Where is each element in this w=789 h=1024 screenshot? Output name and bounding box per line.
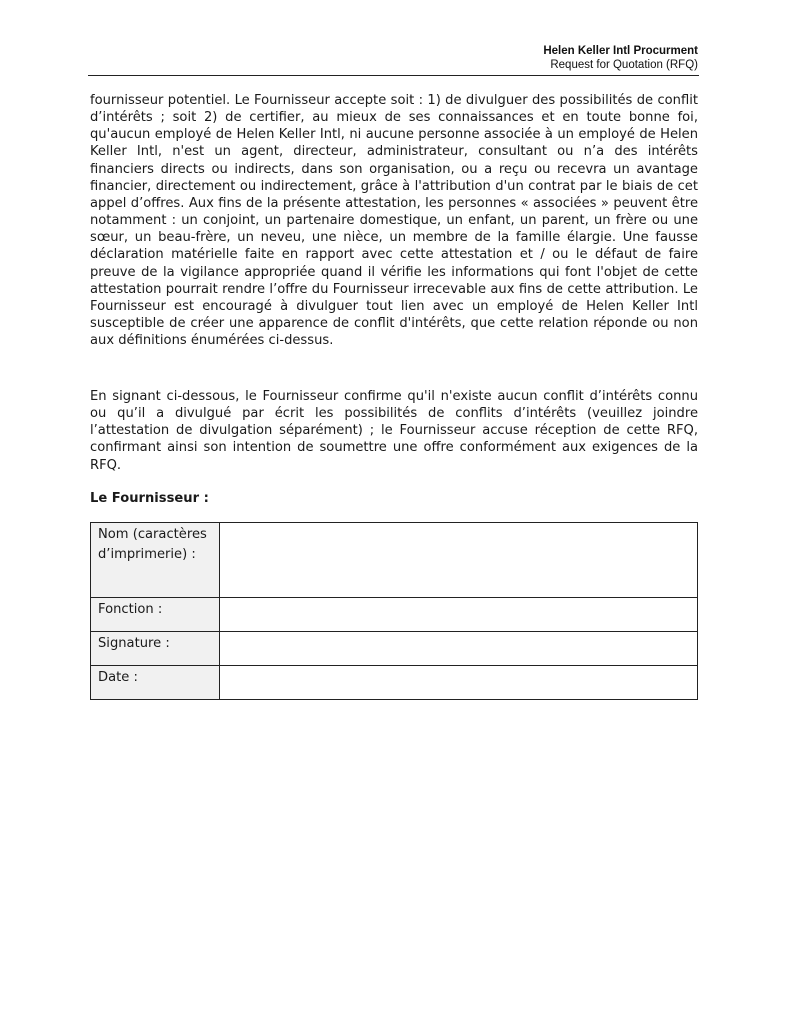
table-row-date — [91, 666, 698, 700]
name-field[interactable] — [220, 523, 698, 598]
table-row-name — [91, 523, 698, 598]
page-header — [88, 44, 698, 72]
date-label — [91, 666, 220, 700]
supplier-heading: Le Fournisseur : — [90, 491, 209, 506]
function-field[interactable] — [220, 598, 698, 632]
header-title: Helen Keller Intl Procurment — [543, 45, 698, 57]
table-row-signature — [91, 632, 698, 666]
date-label-text: Date : — [98, 670, 138, 685]
function-label-text: Fonction : — [98, 602, 163, 617]
signature-confirmation-paragraph: En signant ci-dessous, le Fournisseur confirme qu'il n'existe aucun conflit d’intérêts connu ou qu’il a divulgué par écrit les possibilités de conflits d’intérêts (veuillez joindre l’attestation de divulgation séparément) ; le Fournisseur accuse réception de cette RFQ, confirmant ainsi son intention de soumettre une offre conformément aux exigences de la RFQ. — [90, 389, 698, 473]
header-divider — [88, 75, 699, 76]
conflict-of-interest-paragraph: fournisseur potentiel. Le Fournisseur accepte soit : 1) de divulguer des possibilités de conflit d’intérêts ; soit 2) de certifier, au mieux de ses connaissances et en toute bonne foi, qu'aucun employé de Helen Keller Intl, ni aucune personne associée à un employé de Helen Keller Intl, n'est un agent, directeur, administrateur, consultant ou n’a des intérêts financiers directs ou indirects, dans son organisation, ou a reçu ou recevra un avantage financier, directement ou indirectement, grâce à l'attribution d'un contrat par le biais de cet appel d’offres. Aux fins de la présente attestation, les personnes « associées » peuvent être notamment : un conjoint, un partenaire domestique, un enfant, un parent, un frère ou une sœur, un beau-frère, un neveu, une nièce, un membre de la famille élargie. Une fausse déclaration matérielle faite en rapport avec cette attestation et / ou le défaut de faire preuve de la vigilance appropriée quand il vérifie les informations qui font l'objet de cette attestation pourrait rendre l’offre du Fournisseur irrecevable aux fins de cette attribution. Le Fournisseur est encouragé à divulguer tout lien avec un employé de Helen Keller Intl susceptible de créer une apparence de conflit d'intérêts, que cette relation réponde ou non aux définitions énumérées ci-dessus. — [90, 93, 698, 349]
supplier-signature-table — [90, 522, 698, 700]
header-subtitle: Request for Quotation (RFQ) — [550, 59, 698, 71]
name-label — [91, 523, 220, 598]
signature-label — [91, 632, 220, 666]
signature-field[interactable] — [220, 632, 698, 666]
table-row-function — [91, 598, 698, 632]
name-label-text: Nom (caractères d’imprimerie) : — [98, 527, 207, 562]
date-field[interactable] — [220, 666, 698, 700]
function-label — [91, 598, 220, 632]
signature-label-text: Signature : — [98, 636, 170, 651]
